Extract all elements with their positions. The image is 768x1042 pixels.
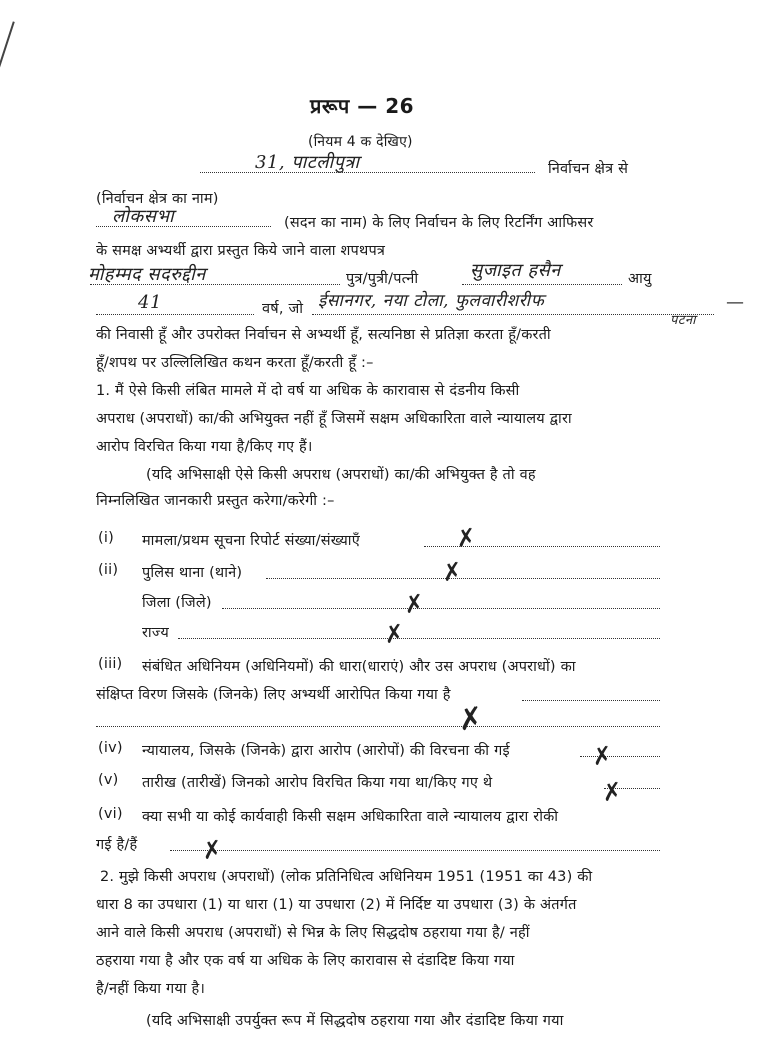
candidate-name-handwritten: मोहम्मद सदरुद्दीन (88, 264, 206, 285)
item-iii-line-2: संक्षिप्त विरण जिसके (जिनके) लिए अभ्यर्थी आरोपित किया गया है (96, 687, 451, 703)
item-iv-cross: ✗ (590, 740, 614, 772)
item-vi-blank (170, 850, 660, 851)
item-i-cross: ✗ (454, 522, 478, 554)
item-v-cross: ✗ (600, 776, 624, 808)
item-vi-number: (vi) (98, 806, 123, 822)
para2-line-3: आने वाले किसी अपराध (अपराधों) से भिन्न के लिए सिद्धदोष ठहराया गया है/ नहीं (96, 925, 530, 941)
parent-handwritten: सुजाइत हसैन (470, 260, 561, 281)
state-cross: ✗ (382, 618, 406, 650)
item-ii-number: (ii) (98, 562, 119, 578)
years-label: वर्ष, जो (262, 301, 304, 317)
item-vi-line-2: गई है/हैं (96, 837, 138, 853)
item-iii-number: (iii) (98, 656, 123, 672)
item-iii-line-1: संबंधित अधिनियम (अधिनियमों) की धारा(धाराएं) और उस अपराध (अपराधों) का (142, 659, 576, 675)
para2-line-5: है/नहीं किया गया है। (96, 981, 206, 997)
constituency-handwritten: 31, पाटलीपुत्रा (255, 152, 360, 173)
item-i-number: (i) (98, 530, 114, 546)
district-cross: ✗ (402, 588, 426, 620)
para1-note-1: (यदि अभिसाक्षी ऐसे किसी अपराध (अपराधों) का/की अभियुक्त है तो वह (146, 467, 536, 483)
item-iii-cross: ✗ (455, 700, 486, 739)
city-handwritten: पटना (670, 313, 697, 328)
house-blank (96, 226, 271, 227)
constituency-blank (200, 172, 535, 173)
age-handwritten: 41 (138, 292, 162, 313)
oath-line-1: की निवासी हूँ और उपरोक्त निर्वाचन से अभ्यर्थी हूँ, सत्यनिष्ठा से प्रतिज्ञा करता हूँ/करती (96, 327, 551, 343)
district-label: जिला (जिले) (142, 595, 212, 611)
item-ii-text: पुलिस थाना (थाने) (142, 565, 243, 581)
candidate-name-blank (90, 284, 340, 285)
item-iv-number: (iv) (98, 740, 123, 756)
para2-note: (यदि अभिसाक्षी उपर्युक्त रूप में सिद्धदोष ठहराया गया और दंडादिष्ट किया गया (146, 1013, 564, 1029)
item-v-text: तारीख (तारीखें) जिनको आरोप विरचित किया गया था/किए गए थे (142, 775, 493, 791)
para2-line-4: ठहराया गया है और एक वर्ष या अधिक के लिए कारावास से दंडादिष्ट किया गया (96, 953, 515, 969)
form-subtitle: (नियम 4 क देखिए) (308, 134, 413, 150)
item-i-text: मामला/प्रथम सूचना रिपोर्ट संख्या/संख्याएँ (142, 533, 360, 549)
para1-line-2: अपराध (अपराधों) का/की अभियुक्त नहीं हूँ जिसमें सक्षम अधिकारिता वाले न्यायालय द्वारा (96, 411, 572, 427)
address-blank (312, 314, 714, 315)
parent-blank (462, 284, 622, 285)
para2-line-2: धारा 8 का उपधारा (1) या धारा (1) या उपधारा (2) में निर्दिष्ट या उपधारा (3) के अंतर्गत (96, 897, 577, 913)
address-handwritten: ईसानगर, नया टोला, फुलवारीशरीफ (318, 291, 545, 311)
relation-label: पुत्र/पुत्री/पत्नी (346, 271, 419, 287)
item-vi-line-1: क्या सभी या कोई कार्यवाही किसी सक्षम अधिकारिता वाले न्यायालय द्वारा रोकी (142, 809, 559, 825)
age-blank (96, 314, 254, 315)
item-v-number: (v) (98, 772, 119, 788)
para1-note-2: निम्नलिखित जानकारी प्रस्तुत करेगा/करेगी :– (96, 493, 335, 509)
para1-line-3: आरोप विरचित किया गया है/किए गए हैं। (96, 439, 313, 455)
house-text-2: के समक्ष अभ्यर्थी द्वारा प्रस्तुत किये जाने वाला शपथपत्र (96, 243, 386, 259)
para1-line-1: 1. मैं ऐसे किसी लंबित मामले में दो वर्ष या अधिक के कारावास से दंडनीय किसी (96, 383, 520, 399)
constituency-suffix: निर्वाचन क्षेत्र से (548, 161, 629, 177)
constituency-name-label: (निर्वाचन क्षेत्र का नाम) (96, 191, 219, 207)
item-iv-text: न्यायालय, जिसके (जिनके) द्वारा आरोप (आरोपों) की विरचना की गई (142, 743, 510, 759)
margin-pen-stroke (0, 21, 15, 88)
para2-line-1: 2. मुझे किसी अपराध (अपराधों) (लोक प्रतिनिधित्व अधिनियम 1951 (1951 का 43) की (100, 869, 593, 885)
state-blank (178, 638, 660, 639)
district-blank (222, 608, 660, 609)
item-vi-cross: ✗ (200, 834, 224, 866)
house-text: (सदन का नाम) के लिए निर्वाचन के लिए रिटर्निंग आफिसर (284, 215, 594, 231)
oath-line-2: हूँ/शपथ पर उल्लिलिखित कथन करता हूँ/करती हूँ :– (96, 355, 374, 371)
item-iii-blank-1 (522, 700, 660, 701)
state-label: राज्य (142, 625, 169, 641)
form-title: प्ररूप — 26 (310, 94, 415, 118)
item-ii-cross: ✗ (440, 556, 464, 588)
house-handwritten: लोकसभा (112, 206, 175, 227)
age-label: आयु (628, 271, 652, 287)
margin-dash: — (726, 292, 744, 313)
item-iii-blank-2 (96, 726, 660, 727)
